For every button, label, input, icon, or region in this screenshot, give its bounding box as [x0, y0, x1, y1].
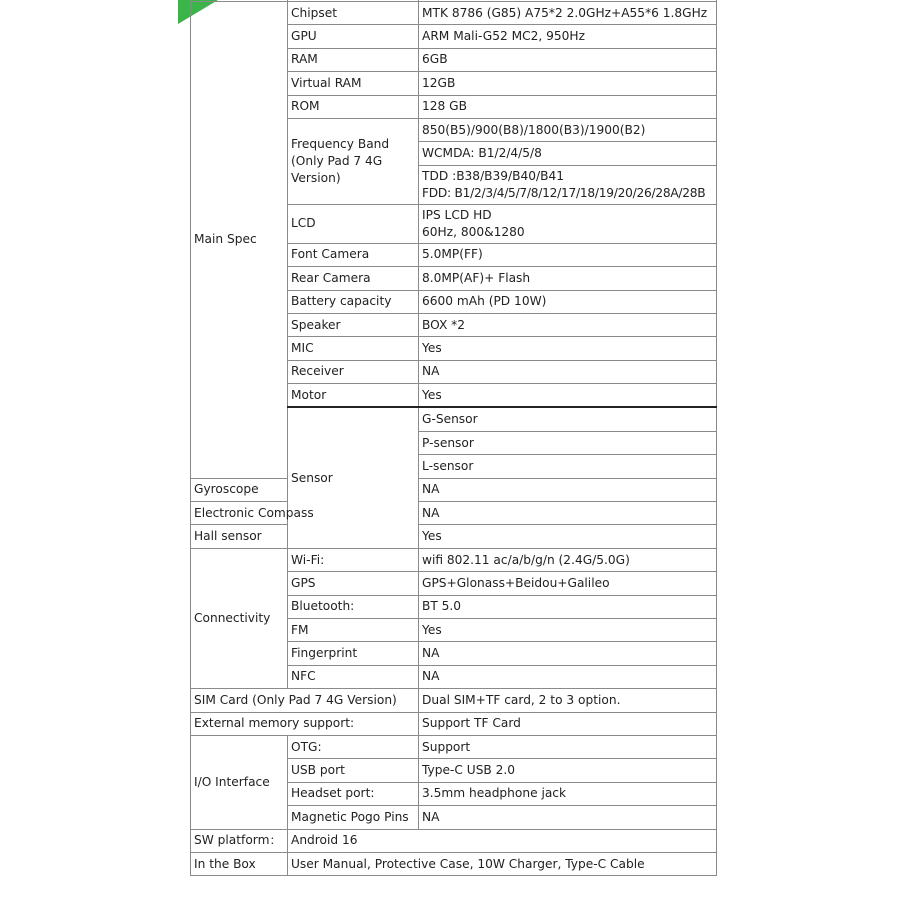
spec-value: Support: [419, 735, 717, 758]
group-label-io-interface: I/O Interface: [191, 735, 288, 829]
spec-name: Font Camera: [288, 243, 419, 266]
spec-name: Virtual RAM: [288, 72, 419, 95]
spec-name-sim-card: SIM Card (Only Pad 7 4G Version): [191, 689, 419, 712]
table-row: [191, 2, 717, 25]
spec-name: Magnetic Pogo Pins: [288, 806, 419, 829]
group-label-sensor: Sensor: [288, 407, 419, 548]
spec-value: BT 5.0: [419, 595, 717, 618]
spec-name: P-sensor: [419, 431, 717, 454]
spec-value: NA: [419, 478, 717, 501]
tdd-bands: TDD :B38/B39/B40/B41: [422, 168, 564, 183]
lcd-line-1: IPS LCD HD: [422, 207, 492, 222]
spec-value: 6600 mAh (PD 10W): [419, 290, 717, 313]
spec-value-in-the-box: User Manual, Protective Case, 10W Charger, Type-C Cable: [288, 852, 717, 875]
spec-value: NA: [419, 642, 717, 665]
spec-name: Gyroscope: [191, 478, 288, 501]
group-label-connectivity: Connectivity: [191, 548, 288, 688]
spec-name: L-sensor: [419, 455, 717, 478]
table-row: [191, 689, 717, 712]
table-row: [191, 525, 717, 548]
spec-value-gsm: 850(B5)/900(B8)/1800(B3)/1900(B2): [419, 118, 717, 141]
spec-value: 6GB: [419, 48, 717, 71]
spec-value: Yes: [419, 618, 717, 641]
spec-value-tdd-fdd: [419, 165, 717, 204]
spec-name: Fingerprint: [288, 642, 419, 665]
table-row: [191, 829, 717, 852]
spec-value: NA: [419, 502, 717, 525]
spec-value-wcdma: WCMDA: B1/2/4/5/8: [419, 142, 717, 165]
spec-name: Rear Camera: [288, 267, 419, 290]
table-row: [191, 502, 717, 525]
spec-value: 3.5mm headphone jack: [419, 782, 717, 805]
table-row: [191, 478, 717, 501]
spec-name: Bluetooth:: [288, 595, 419, 618]
spec-value-lcd: [419, 204, 717, 243]
spec-value: 5.0MP(FF): [419, 243, 717, 266]
spec-name: USB port: [288, 759, 419, 782]
spec-value: ARM Mali-G52 MC2, 950Hz: [419, 25, 717, 48]
spec-value-sim-card: Dual SIM+TF card, 2 to 3 option.: [419, 689, 717, 712]
spec-table: [190, 0, 717, 876]
spec-name: NFC: [288, 665, 419, 688]
spec-name: Chipset: [288, 2, 419, 25]
spec-name: ROM: [288, 95, 419, 118]
table-row: [191, 548, 717, 571]
group-label-main-spec: Main Spec: [191, 2, 288, 479]
spec-value: 12GB: [419, 72, 717, 95]
spec-name: Hall sensor: [191, 525, 288, 548]
spec-value: 8.0MP(AF)+ Flash: [419, 267, 717, 290]
spec-name-frequency-band: Frequency Band (Only Pad 7 4G Version): [288, 118, 419, 204]
spec-name: RAM: [288, 48, 419, 71]
lcd-line-2: 60Hz, 800&1280: [422, 224, 525, 239]
spec-value: BOX *2: [419, 313, 717, 336]
spec-value: NA: [419, 665, 717, 688]
spec-name: Battery capacity: [288, 290, 419, 313]
spec-value: wifi 802.11 ac/a/b/g/n (2.4G/5.0G): [419, 548, 717, 571]
spec-value: Yes: [419, 337, 717, 360]
spec-name: Electronic Compass: [191, 502, 288, 525]
spec-name: LCD: [288, 204, 419, 243]
spec-name-sw-platform: SW platform：: [191, 829, 288, 852]
spec-value-sw-platform: Android 16: [288, 829, 717, 852]
spec-name: FM: [288, 618, 419, 641]
spec-name-in-the-box: In the Box: [191, 852, 288, 875]
spec-value: Yes: [419, 525, 717, 548]
table-row: [191, 712, 717, 735]
spec-value: 128 GB: [419, 95, 717, 118]
spec-value: NA: [419, 806, 717, 829]
table-row: [191, 852, 717, 875]
spec-value: NA: [419, 360, 717, 383]
spec-name: OTG:: [288, 735, 419, 758]
spec-name: Speaker: [288, 313, 419, 336]
spec-name: GPU: [288, 25, 419, 48]
spec-name: Receiver: [288, 360, 419, 383]
table-row: [191, 735, 717, 758]
spec-value: Type-C USB 2.0: [419, 759, 717, 782]
spec-value-external-memory: Support TF Card: [419, 712, 717, 735]
spec-value: GPS+Glonass+Beidou+Galileo: [419, 572, 717, 595]
spec-name-external-memory: External memory support:: [191, 712, 419, 735]
spec-name: G-Sensor: [419, 407, 717, 431]
spec-name: Motor: [288, 384, 419, 408]
spec-name: MIC: [288, 337, 419, 360]
spec-value: Yes: [419, 384, 717, 408]
spec-value: MTK 8786 (G85) A75*2 2.0GHz+A55*6 1.8GHz: [419, 2, 717, 25]
spec-name: Headset port:: [288, 782, 419, 805]
spec-name: GPS: [288, 572, 419, 595]
spec-name: Wi-Fi:: [288, 548, 419, 571]
fdd-bands: FDD: B1/2/3/4/5/7/8/12/17/18/19/20/26/28A/28B: [422, 185, 706, 200]
